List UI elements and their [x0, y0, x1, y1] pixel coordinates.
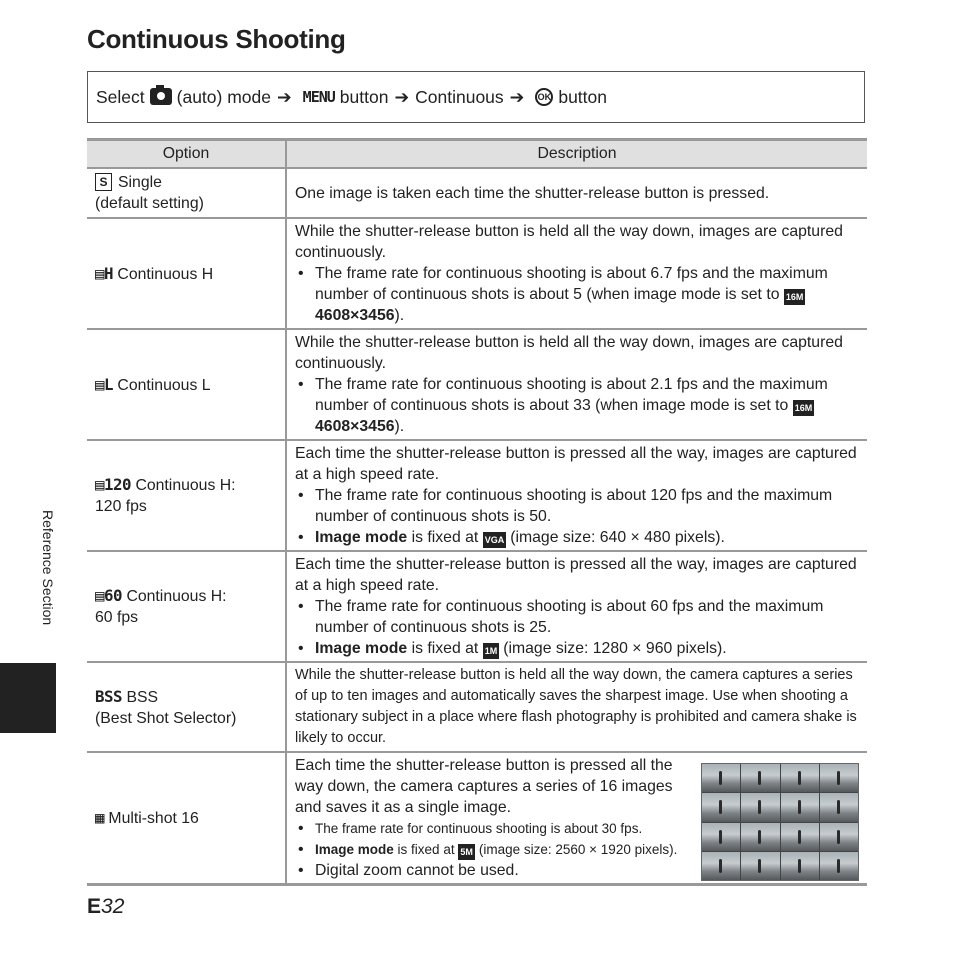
page-number — [87, 895, 124, 919]
multi-shot-icon: ▦ — [95, 807, 105, 827]
multi-shot-sample-image — [701, 763, 859, 881]
camera-icon — [150, 88, 172, 105]
path-button: button — [558, 86, 607, 107]
description-text: Each time the shutter-release button is pressed all the way down, the camera captures a series of 16 images and saves it as a single image. — [295, 756, 673, 816]
description-cell — [286, 168, 867, 218]
option-cell — [87, 752, 286, 884]
single-icon: S — [95, 173, 112, 191]
fixed-text: is fixed at — [411, 640, 479, 657]
ok-icon: OK — [535, 88, 553, 106]
image-mode-16m-icon: 16M — [793, 400, 815, 416]
table-row — [87, 662, 867, 752]
description-text: One image is taken each time the shutter-release button is pressed. — [295, 184, 770, 202]
option-label: BSS — [126, 688, 159, 706]
description-cell — [286, 440, 867, 551]
continuous-60-icon: ▤60 — [95, 586, 123, 605]
bold-text: Image mode — [315, 529, 408, 546]
continuous-l-icon: ▤L — [95, 374, 114, 394]
option-sublabel: 60 fps — [95, 609, 139, 626]
bold-text: Image mode — [315, 841, 394, 857]
page-number-value: 32 — [101, 895, 125, 918]
list-item — [295, 527, 859, 548]
image-size: 4608×3456 — [315, 418, 395, 435]
image-size: 4608×3456 — [315, 307, 395, 324]
description-cell — [286, 662, 867, 752]
table-row — [87, 168, 867, 218]
option-label: Continuous H: — [126, 588, 227, 605]
image-mode-1m-icon: 1M — [483, 643, 500, 659]
path-button: button — [339, 86, 389, 107]
header-option: Option — [87, 140, 286, 169]
option-sublabel: (default setting) — [95, 195, 204, 212]
image-mode-16m-icon: 16M — [784, 289, 806, 305]
option-sublabel: (Best Shot Selector) — [95, 709, 237, 727]
description-cell — [286, 218, 867, 329]
reference-e-icon: E — [87, 895, 102, 918]
option-cell — [87, 440, 286, 551]
bullet-tail: (image size: 1280 × 960 pixels). — [503, 640, 727, 657]
bullet-tail: ). — [394, 418, 405, 435]
list-item: • The frame rate for continuous shooting is about 60 fps and the maximum number of continuous shots is 25. — [295, 596, 859, 638]
bss-icon: BSS — [95, 686, 123, 706]
option-label: Multi-shot 16 — [108, 809, 199, 827]
fixed-text: is fixed at — [397, 841, 455, 857]
path-select: Select — [96, 86, 145, 107]
bullet-tail: ). — [394, 307, 405, 324]
description-text: While the shutter-release button is held all the way down, images are captured continuously. — [295, 223, 843, 261]
option-label: Single — [118, 174, 162, 191]
option-label: Continuous H — [117, 265, 214, 283]
section-tab — [0, 663, 56, 733]
list-item: • The frame rate for continuous shooting is about 30 fps. — [295, 818, 705, 839]
path-continuous: Continuous — [415, 86, 504, 107]
option-label: Continuous L — [117, 376, 211, 394]
table-row — [87, 218, 867, 329]
list-item: • Digital zoom cannot be used. — [295, 860, 705, 881]
description-text: While the shutter-release button is held all the way down, images are captured continuously. — [295, 334, 843, 372]
option-cell — [87, 551, 286, 662]
description-text: Each time the shutter-release button is pressed all the way, images are captured at a high speed rate. — [295, 556, 857, 594]
table-row — [87, 440, 867, 551]
section-label: Reference Section — [40, 510, 56, 626]
bullet-text: The frame rate for continuous shooting is about 6.7 fps and the maximum number of continuous shots is about 5 (when image mode is set to — [315, 265, 828, 303]
path-auto-mode: (auto) mode — [176, 86, 271, 107]
arrow-icon: ➔ — [277, 86, 292, 107]
option-cell — [87, 168, 286, 218]
table-header — [87, 140, 867, 169]
header-description: Description — [286, 140, 867, 169]
list-item — [295, 374, 859, 437]
table-row — [87, 329, 867, 440]
option-sublabel: 120 fps — [95, 498, 147, 515]
bold-text: Image mode — [315, 640, 408, 657]
bullet-text: The frame rate for continuous shooting is about 2.1 fps and the maximum number of continuous shots is about 33 (when image mode is set to — [315, 376, 828, 414]
description-cell — [286, 329, 867, 440]
page-title: Continuous Shooting — [87, 24, 346, 54]
list-item — [295, 638, 859, 659]
description-text: While the shutter-release button is held all the way down, the camera captures a series of up to ten images and automatically saves the sharpest image. Use when shooting a stationary subject in a place where flash photography is prohibited and camera shake is likely to occur. — [295, 667, 857, 746]
image-mode-5m-icon: 5M — [458, 844, 475, 860]
continuous-h-icon: ▤H — [95, 263, 114, 283]
description-text: Each time the shutter-release button is pressed all the way, images are captured at a high speed rate. — [295, 445, 857, 483]
option-cell — [87, 218, 286, 329]
list-item — [295, 839, 705, 860]
bullet-tail: (image size: 2560 × 1920 pixels). — [478, 841, 678, 857]
bullet-tail: (image size: 640 × 480 pixels). — [510, 529, 725, 546]
arrow-icon: ➔ — [394, 86, 410, 107]
option-cell — [87, 329, 286, 440]
list-item: • The frame rate for continuous shooting is about 120 fps and the maximum number of continuous shots is 50. — [295, 485, 859, 527]
table-row — [87, 551, 867, 662]
menu-icon: MENU — [302, 88, 335, 106]
option-cell — [87, 662, 286, 752]
list-item — [295, 263, 859, 326]
image-mode-vga-icon: VGA — [483, 532, 507, 548]
fixed-text: is fixed at — [411, 529, 479, 546]
option-label: Continuous H: — [135, 477, 236, 494]
menu-path-box — [87, 71, 865, 123]
arrow-icon: ➔ — [509, 86, 525, 107]
description-cell — [286, 551, 867, 662]
continuous-120-icon: ▤120 — [95, 475, 132, 494]
